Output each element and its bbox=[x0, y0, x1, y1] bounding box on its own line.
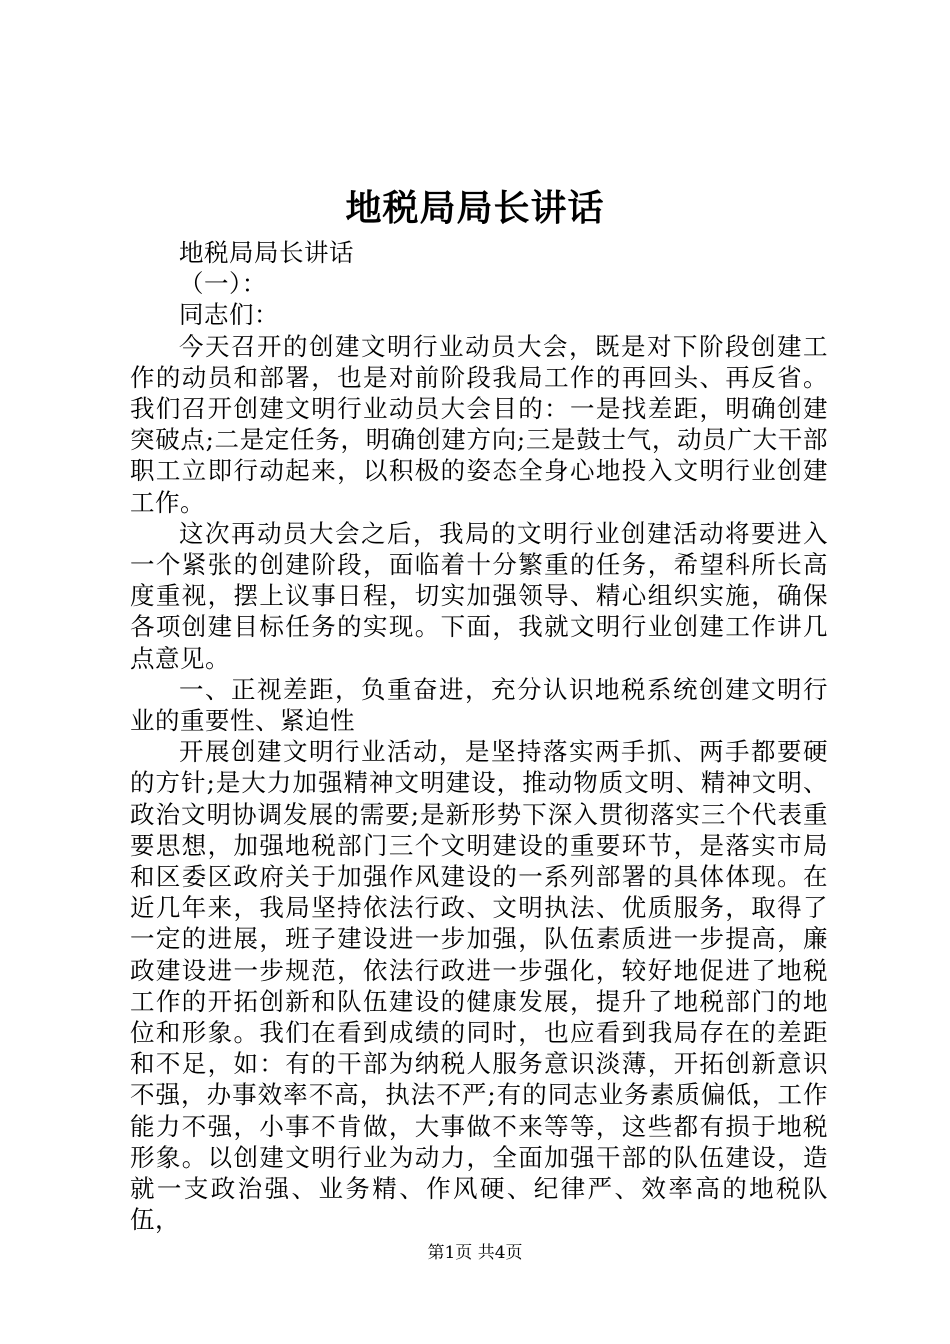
paragraph: 这次再动员大会之后，我局的文明行业创建活动将要进入一个紧张的创建阶段，面临着十分繁重的任务，希望科所长高度重视，摆上议事日程，切实加强领导、精心组织实施，确保各项创建目标任务的实现。下面，我就文明行业创建工作讲几点意见。 bbox=[130, 518, 828, 673]
paragraph-salutation: 同志们： bbox=[179, 300, 279, 330]
paragraph-heading: 一、正视差距，负重奋进，充分认识地税系统创建文明行业的重要性、紧迫性 bbox=[130, 674, 828, 736]
paragraph-subtitle: 地税局局长讲话 bbox=[179, 238, 354, 267]
paragraph: 开展创建文明行业活动，是坚持落实两手抓、两手都要硬的方针;是大力加强精神文明建设，推动物质文明、精神文明、政治文明协调发展的需要;是新形势下深入贯彻落实三个代表重要思想，加强地税部门三个文明建设的重要环节，是落实市局和区委区政府关于加强作风建设的一系列部署的具体体现。在近几年来，我局坚持依法行政、文明执法、优质服务，取得了一定的进展，班子建设进一步加强，队伍素质进一步提高，廉政建设进一步规范，依法行政进一步强化，较好地促进了地税工作的开拓创新和队伍建设的健康发展，提升了地税部门的地位和形象。我们在看到成绩的同时，也应看到我局存在的差距和不足，如：有的干部为纳税人服务意识淡薄，开拓创新意识不强，办事效率不高，执法不严;有的同志业务素质偏低，工作能力不强，小事不肯做，大事做不来等等，这些都有损于地税形象。以创建文明行业为动力，全面加强干部的队伍建设，造就一支政治强、业务精、作风硬、纪律严、效率高的地税队伍， bbox=[130, 737, 828, 1235]
paragraph-section-number: （一）： bbox=[179, 269, 267, 299]
page-title: 地税局局长讲话 bbox=[345, 187, 605, 229]
document-body bbox=[130, 237, 828, 1236]
paragraph: 今天召开的创建文明行业动员大会，既是对下阶段创建工作的动员和部署，也是对前阶段我局工作的再回头、再反省。我们召开创建文明行业动员大会目的：一是找差距，明确创建突破点;二是定任务，明确创建方向;三是鼓士气，动员广大干部职工立即行动起来，以积极的姿态全身心地投入文明行业创建工作。 bbox=[130, 331, 828, 517]
page-footer: 第1页 共4页 bbox=[427, 1243, 523, 1263]
